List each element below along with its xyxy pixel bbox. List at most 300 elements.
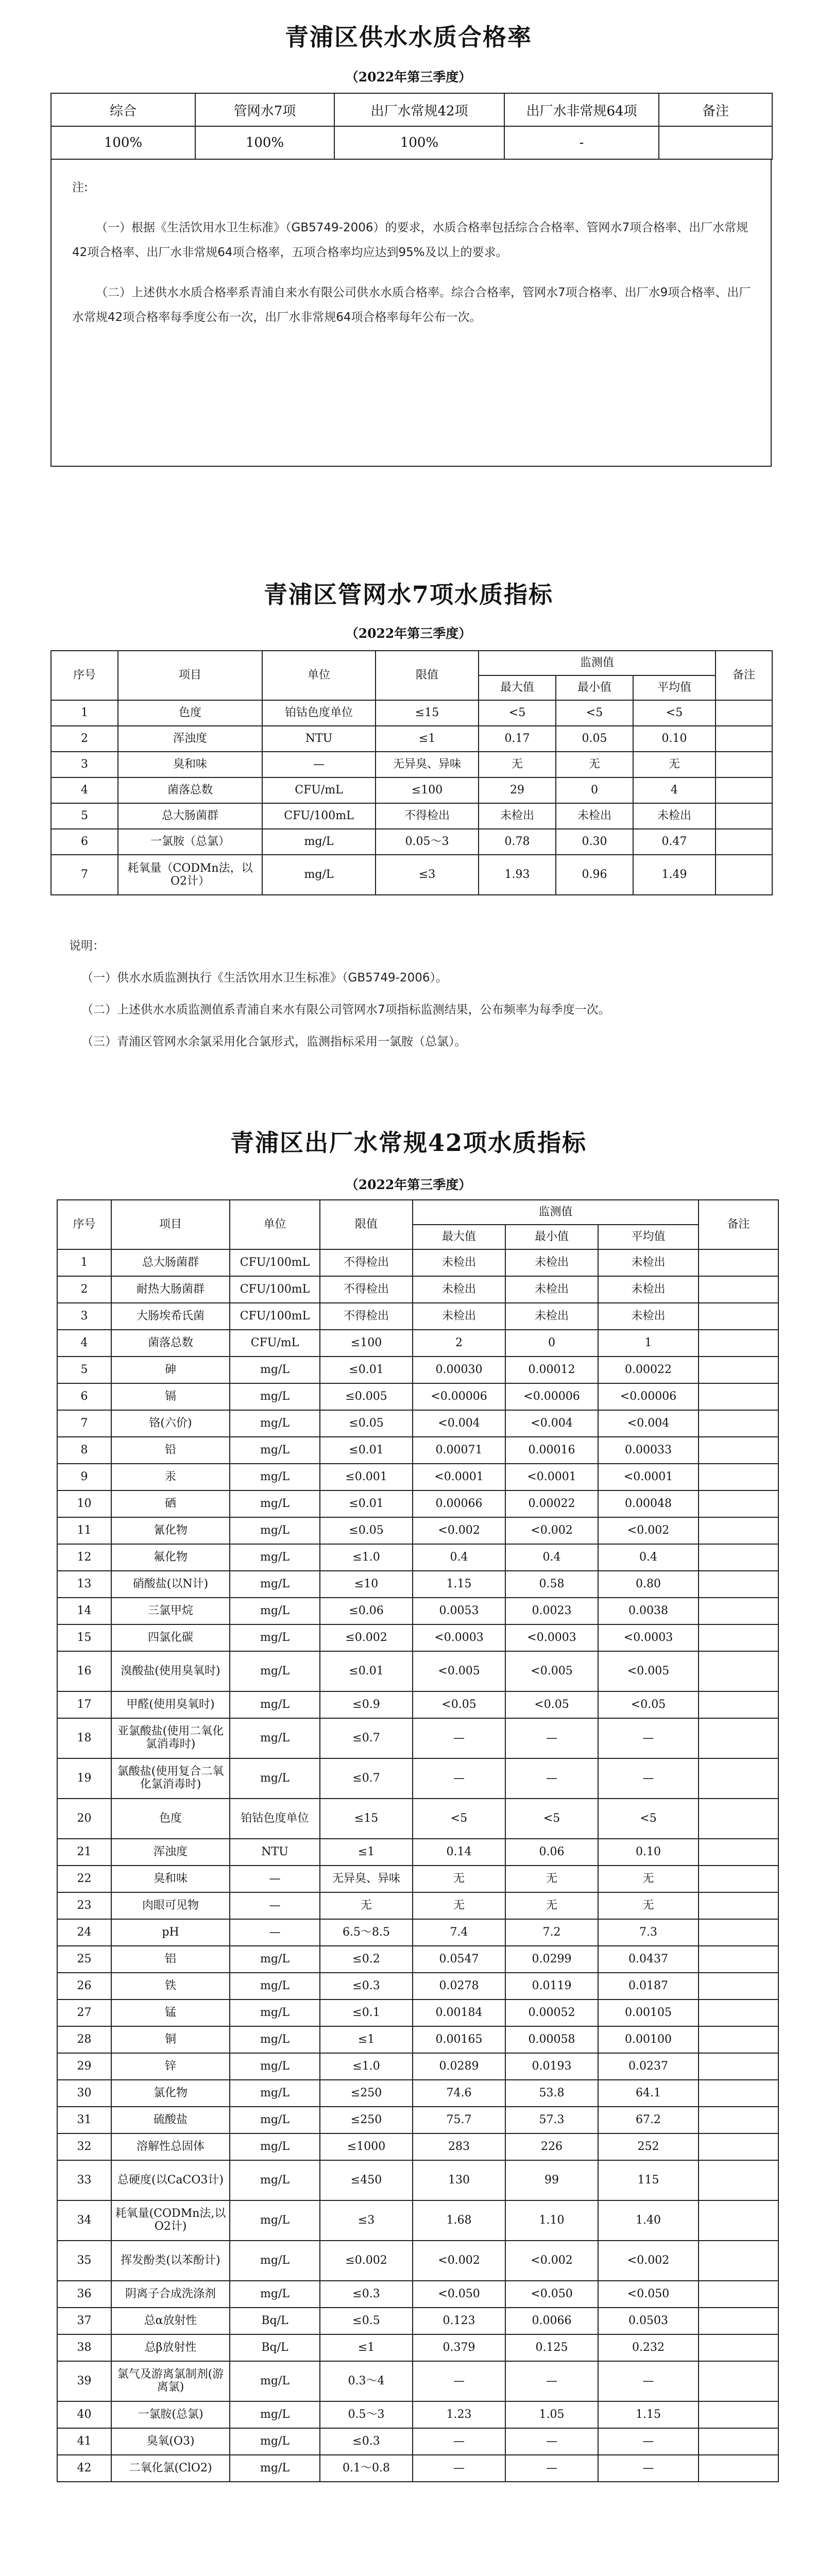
cell-limit: ≤0.1 (320, 1999, 413, 2026)
cell-avg: <0.002 (598, 2241, 699, 2281)
cell-remark (716, 752, 772, 777)
cell-limit: ≤450 (320, 2160, 413, 2200)
table-row (57, 1624, 778, 1651)
cell-avg: 1.40 (598, 2200, 699, 2241)
s2-note-1: （一）供水水质监测执行《生活饮用水卫生标准》（GB5749-2006）。 (81, 971, 448, 985)
cell-item: 溴酸盐(使用臭氧时) (111, 1651, 230, 1691)
cell-min: 0.00058 (505, 2026, 598, 2053)
cell-max: 0.14 (413, 1839, 505, 1866)
table-row (57, 1946, 778, 1973)
cell-max: 1.15 (413, 1571, 505, 1598)
cell-max: <0.002 (413, 1517, 505, 1544)
cell-avg: 67.2 (598, 2107, 699, 2133)
cell-max: — (413, 1718, 505, 1758)
table-row (57, 1866, 778, 1892)
cell-seq: 31 (57, 2107, 111, 2133)
s1-value-cell: 100% (334, 126, 504, 159)
cell-seq: 10 (57, 1490, 111, 1517)
cell-seq: 17 (57, 1691, 111, 1718)
cell-unit: 铂钴色度单位 (262, 700, 376, 726)
cell-limit: ≤0.05 (320, 1410, 413, 1437)
s3-header-min: 最小值 (505, 1225, 598, 1249)
cell-seq: 19 (57, 1758, 111, 1799)
cell-limit: ≤1000 (320, 2133, 413, 2160)
cell-min: 0.0066 (505, 2308, 598, 2334)
s3-header-avg: 平均值 (598, 1225, 699, 1249)
cell-limit: ≤0.3 (320, 2281, 413, 2308)
cell-min: 0.0023 (505, 1598, 598, 1624)
table-row (51, 700, 772, 726)
cell-item: 浑浊度 (118, 726, 262, 752)
cell-item: 菌落总数 (111, 1330, 230, 1357)
cell-item: 氟化物 (111, 1544, 230, 1571)
cell-limit: ≤0.5 (320, 2308, 413, 2334)
cell-item: 肉眼可见物 (111, 1892, 230, 1919)
cell-limit: 不得检出 (376, 803, 479, 829)
cell-min: 0 (505, 1330, 598, 1357)
cell-min: — (505, 2361, 598, 2401)
table-row (57, 2361, 778, 2401)
s3-header-monitor: 监测值 (413, 1200, 699, 1225)
s3-header-unit: 单位 (230, 1200, 320, 1249)
cell-remark (716, 777, 772, 803)
cell-seq: 38 (57, 2334, 111, 2361)
cell-seq: 9 (57, 1464, 111, 1490)
cell-unit: CFU/100mL (230, 1249, 320, 1276)
cell-limit: 不得检出 (320, 1249, 413, 1276)
cell-unit: Bq/L (230, 2334, 320, 2361)
cell-unit: mg/L (230, 1490, 320, 1517)
s3-table (57, 1199, 779, 2482)
cell-unit: NTU (262, 726, 376, 752)
cell-unit: mg/L (230, 1437, 320, 1464)
cell-max: 0.00184 (413, 1999, 505, 2026)
cell-limit: ≤100 (320, 1330, 413, 1357)
cell-item: 菌落总数 (118, 777, 262, 803)
cell-avg: 0.00022 (598, 1357, 699, 1383)
table-row (57, 1758, 778, 1799)
cell-remark (699, 1303, 778, 1330)
cell-max: <0.004 (413, 1410, 505, 1437)
cell-min: 0.00052 (505, 1999, 598, 2026)
s2-header-limit: 限值 (376, 651, 479, 700)
cell-seq: 16 (57, 1651, 111, 1691)
s1-value-cell: 100% (51, 126, 195, 159)
cell-item: 一氯胺（总氯） (118, 829, 262, 855)
cell-max: 74.6 (413, 2080, 505, 2107)
table-row (57, 2160, 778, 2200)
cell-min: 53.8 (505, 2080, 598, 2107)
cell-avg: 0.00105 (598, 1999, 699, 2026)
cell-unit: CFU/mL (230, 1330, 320, 1357)
table-row (57, 1571, 778, 1598)
cell-seq: 3 (51, 752, 118, 777)
table-row (57, 1383, 778, 1410)
s1-value-cell: - (504, 126, 659, 159)
cell-remark (699, 1517, 778, 1544)
s1-header-cell: 综合 (51, 93, 195, 126)
cell-min: 0.0119 (505, 1973, 598, 1999)
s1-note-1: （一）根据《生活饮用水卫生标准》（GB5749-2006）的要求，水质合格率包括综合合格率、管网水7项合格率、出厂水常规42项合格率、出厂水非常规64项合格率，五项合格率均应达到95%及以上的要求。 (72, 221, 748, 259)
cell-seq: 3 (57, 1303, 111, 1330)
cell-remark (716, 726, 772, 752)
table-row (57, 1919, 778, 1946)
cell-item: 总大肠菌群 (111, 1249, 230, 1276)
cell-avg: 0.4 (598, 1544, 699, 1571)
cell-seq: 4 (57, 1330, 111, 1357)
cell-remark (699, 1249, 778, 1276)
cell-avg: 0.00100 (598, 2026, 699, 2053)
cell-unit: mg/L (230, 1691, 320, 1718)
cell-max: 7.4 (413, 1919, 505, 1946)
cell-seq: 6 (57, 1383, 111, 1410)
cell-limit: ≤1 (320, 2026, 413, 2053)
table-row (57, 1799, 778, 1839)
cell-min: 0.0299 (505, 1946, 598, 1973)
table-row (57, 1892, 778, 1919)
cell-avg: 未检出 (598, 1276, 699, 1303)
cell-avg: 0.00048 (598, 1490, 699, 1517)
cell-min: — (505, 2455, 598, 2482)
cell-min: — (505, 2428, 598, 2455)
cell-remark (699, 1276, 778, 1303)
cell-seq: 36 (57, 2281, 111, 2308)
cell-remark (699, 2160, 778, 2200)
cell-avg: — (598, 1758, 699, 1799)
cell-min: <0.002 (505, 2241, 598, 2281)
cell-unit: 铂钴色度单位 (230, 1799, 320, 1839)
cell-remark (699, 2107, 778, 2133)
cell-remark (699, 1410, 778, 1437)
cell-remark (699, 1464, 778, 1490)
cell-max: 未检出 (413, 1303, 505, 1330)
cell-remark (699, 1892, 778, 1919)
cell-max: 0.0547 (413, 1946, 505, 1973)
cell-max: 130 (413, 2160, 505, 2200)
cell-item: 总硬度(以CaCO3计) (111, 2160, 230, 2200)
cell-item: 亚氯酸盐(使用二氧化氯消毒时) (111, 1718, 230, 1758)
cell-item: 耗氧量(CODMn法,以O2计) (111, 2200, 230, 2241)
s2-header-min: 最小值 (556, 675, 633, 700)
cell-limit: ≤15 (376, 700, 479, 726)
cell-remark (699, 1437, 778, 1464)
cell-remark (699, 1946, 778, 1973)
cell-limit: ≤0.01 (320, 1490, 413, 1517)
table-row (57, 1464, 778, 1490)
s1-value-cell: 100% (195, 126, 334, 159)
cell-remark (699, 2281, 778, 2308)
cell-unit: mg/L (262, 829, 376, 855)
s3-header-limit: 限值 (320, 1200, 413, 1249)
cell-unit: mg/L (230, 1973, 320, 1999)
cell-limit: ≤100 (376, 777, 479, 803)
cell-avg: 0.00033 (598, 1437, 699, 1464)
cell-min: 0.4 (505, 1544, 598, 1571)
cell-item: 甲醛(使用臭氧时) (111, 1691, 230, 1718)
cell-seq: 22 (57, 1866, 111, 1892)
cell-avg: 0.0187 (598, 1973, 699, 1999)
cell-avg: 无 (633, 752, 716, 777)
cell-limit: 不得检出 (320, 1276, 413, 1303)
cell-limit: ≤0.002 (320, 2241, 413, 2281)
cell-item: 汞 (111, 1464, 230, 1490)
cell-limit: ≤0.7 (320, 1718, 413, 1758)
cell-seq: 37 (57, 2308, 111, 2334)
cell-avg: 252 (598, 2133, 699, 2160)
cell-seq: 40 (57, 2401, 111, 2428)
cell-unit: — (230, 1866, 320, 1892)
cell-unit: CFU/100mL (262, 803, 376, 829)
cell-item: 总α放射性 (111, 2308, 230, 2334)
s2-header-item: 项目 (118, 651, 262, 700)
s2-header-remark: 备注 (716, 651, 772, 700)
cell-seq: 8 (57, 1437, 111, 1464)
table-row (57, 2308, 778, 2334)
cell-limit: ≤0.01 (320, 1437, 413, 1464)
cell-max: 0.0289 (413, 2053, 505, 2080)
cell-limit: ≤15 (320, 1799, 413, 1839)
s2-note-label: 说明： (69, 939, 105, 953)
cell-avg: 无 (598, 1866, 699, 1892)
cell-unit: CFU/100mL (230, 1303, 320, 1330)
cell-unit: CFU/100mL (230, 1276, 320, 1303)
cell-unit: Bq/L (230, 2308, 320, 2334)
cell-unit: NTU (230, 1839, 320, 1866)
cell-item: 镉 (111, 1383, 230, 1410)
cell-seq: 30 (57, 2080, 111, 2107)
cell-max: 0.00066 (413, 1490, 505, 1517)
s2-table (50, 650, 773, 895)
cell-max: 0.17 (479, 726, 556, 752)
cell-item: 铁 (111, 1973, 230, 1999)
s1-header-cell: 出厂水非常规64项 (504, 93, 659, 126)
cell-unit: mg/L (230, 1357, 320, 1383)
cell-max: <0.05 (413, 1691, 505, 1718)
cell-avg: <5 (598, 1799, 699, 1839)
cell-item: 锰 (111, 1999, 230, 2026)
cell-avg: 1 (598, 1330, 699, 1357)
cell-max: 2 (413, 1330, 505, 1357)
cell-max: 无 (479, 752, 556, 777)
cell-item: 砷 (111, 1357, 230, 1383)
s1-value-row (51, 126, 772, 159)
cell-limit: 6.5～8.5 (320, 1919, 413, 1946)
cell-limit: ≤1.0 (320, 1544, 413, 1571)
cell-seq: 14 (57, 1598, 111, 1624)
cell-avg: <0.0001 (598, 1464, 699, 1490)
cell-remark (699, 2455, 778, 2482)
cell-seq: 7 (57, 1410, 111, 1437)
cell-limit: ≤0.7 (320, 1758, 413, 1799)
s3-title: 青浦区出厂水常规42项水质指标 (230, 1129, 587, 1157)
table-row (57, 2241, 778, 2281)
cell-seq: 13 (57, 1571, 111, 1598)
cell-min: <0.00006 (505, 1383, 598, 1410)
s2-header-monitor: 监测值 (479, 651, 716, 675)
table-row (57, 1303, 778, 1330)
cell-item: 锌 (111, 2053, 230, 2080)
table-row (57, 2053, 778, 2080)
s2-title: 青浦区管网水7项水质指标 (263, 581, 553, 608)
cell-limit: ≤0.9 (320, 1691, 413, 1718)
cell-remark (716, 803, 772, 829)
cell-min: 0.96 (556, 855, 633, 895)
table-row (57, 1330, 778, 1357)
s2-note-2: （二）上述供水水质监测值系青浦自来水有限公司管网水7项指标监测结果，公布频率为每季度一次。 (81, 1003, 610, 1016)
table-row (57, 2133, 778, 2160)
s2-header-max: 最大值 (479, 675, 556, 700)
cell-remark (699, 1330, 778, 1357)
cell-min: 1.05 (505, 2401, 598, 2428)
cell-max: 0.00071 (413, 1437, 505, 1464)
cell-unit: mg/L (230, 1517, 320, 1544)
cell-seq: 41 (57, 2428, 111, 2455)
s3-table-body (57, 1249, 778, 2482)
cell-item: 铜 (111, 2026, 230, 2053)
cell-max: 0.0053 (413, 1598, 505, 1624)
s3-header-max: 最大值 (413, 1225, 505, 1249)
cell-min: 未检出 (505, 1276, 598, 1303)
s1-table (50, 93, 773, 160)
cell-unit: mg/L (230, 2200, 320, 2241)
cell-unit: mg/L (230, 1383, 320, 1410)
cell-min: — (505, 1718, 598, 1758)
cell-max: 75.7 (413, 2107, 505, 2133)
cell-remark (699, 2026, 778, 2053)
cell-unit: mg/L (230, 2428, 320, 2455)
s1-note-2: （二）上述供水水质合格率系青浦自来水有限公司供水水质合格率。综合合格率，管网水7项合格率、出厂水9项合格率、出厂水常规42项合格率每季度公布一次，出厂水非常规64项合格率每年公布一次。 (72, 286, 751, 324)
cell-max: <0.002 (413, 2241, 505, 2281)
cell-seq: 21 (57, 1839, 111, 1866)
cell-remark (699, 2133, 778, 2160)
cell-seq: 12 (57, 1544, 111, 1571)
cell-seq: 33 (57, 2160, 111, 2200)
cell-remark (699, 1799, 778, 1839)
cell-remark (699, 1544, 778, 1571)
cell-min: 0.00016 (505, 1437, 598, 1464)
cell-limit: ≤0.002 (320, 1624, 413, 1651)
cell-limit: 0.5～3 (320, 2401, 413, 2428)
cell-avg: — (598, 1718, 699, 1758)
s3-header-item: 项目 (111, 1200, 230, 1249)
cell-limit: ≤250 (320, 2080, 413, 2107)
cell-max: 0.0278 (413, 1973, 505, 1999)
cell-avg: <0.0003 (598, 1624, 699, 1651)
cell-seq: 18 (57, 1718, 111, 1758)
cell-limit: ≤0.05 (320, 1517, 413, 1544)
table-row (57, 2026, 778, 2053)
cell-unit: mg/L (230, 1999, 320, 2026)
s1-title: 青浦区供水水质合格率 (285, 23, 532, 51)
cell-limit: 0.1～0.8 (320, 2455, 413, 2482)
cell-unit: mg/L (230, 2160, 320, 2200)
cell-remark (699, 1571, 778, 1598)
cell-remark (699, 2080, 778, 2107)
cell-max: 未检出 (413, 1276, 505, 1303)
cell-seq: 32 (57, 2133, 111, 2160)
cell-avg: 未检出 (633, 803, 716, 829)
cell-avg: 0.0237 (598, 2053, 699, 2080)
cell-min: 0.125 (505, 2334, 598, 2361)
cell-min: 1.10 (505, 2200, 598, 2241)
s1-header-cell: 管网水7项 (195, 93, 334, 126)
cell-min: <0.005 (505, 1651, 598, 1691)
table-row (57, 2455, 778, 2482)
cell-max: 29 (479, 777, 556, 803)
cell-max: <5 (413, 1799, 505, 1839)
cell-remark (716, 829, 772, 855)
cell-item: 一氯胺(总氯) (111, 2401, 230, 2428)
table-row (57, 2107, 778, 2133)
table-row (57, 1249, 778, 1276)
cell-limit: 无 (320, 1892, 413, 1919)
cell-item: 大肠埃希氏菌 (111, 1303, 230, 1330)
cell-limit: 不得检出 (320, 1303, 413, 1330)
cell-avg: — (598, 2455, 699, 2482)
cell-avg: <0.05 (598, 1691, 699, 1718)
cell-seq: 39 (57, 2361, 111, 2401)
cell-min: <0.05 (505, 1691, 598, 1718)
cell-avg: <0.005 (598, 1651, 699, 1691)
table-row (51, 855, 772, 895)
cell-min: 7.2 (505, 1919, 598, 1946)
cell-min: 无 (505, 1892, 598, 1919)
table-row (57, 1410, 778, 1437)
cell-item: 铅 (111, 1437, 230, 1464)
cell-unit: mg/L (230, 2241, 320, 2281)
cell-limit: 无异臭、异味 (376, 752, 479, 777)
cell-limit: ≤0.01 (320, 1651, 413, 1691)
cell-remark (699, 1839, 778, 1866)
cell-max: 未检出 (479, 803, 556, 829)
cell-remark (699, 2401, 778, 2428)
cell-limit: ≤1 (320, 2334, 413, 2361)
table-row (57, 1598, 778, 1624)
cell-item: 耐热大肠菌群 (111, 1276, 230, 1303)
table-row (57, 2334, 778, 2361)
s2-notes (50, 934, 782, 1054)
cell-min: 0.05 (556, 726, 633, 752)
cell-item: 氯酸盐(使用复合二氧化氯消毒时) (111, 1758, 230, 1799)
table-row (51, 726, 772, 752)
table-row (57, 1973, 778, 1999)
cell-avg: 0.0437 (598, 1946, 699, 1973)
cell-remark (699, 1490, 778, 1517)
cell-seq: 29 (57, 2053, 111, 2080)
cell-limit: 0.3～4 (320, 2361, 413, 2401)
cell-limit: ≤0.01 (320, 1357, 413, 1383)
cell-limit: ≤0.005 (320, 1383, 413, 1410)
cell-max: <0.0003 (413, 1624, 505, 1651)
cell-max: 283 (413, 2133, 505, 2160)
cell-min: <0.0003 (505, 1624, 598, 1651)
cell-limit: ≤10 (320, 1571, 413, 1598)
cell-seq: 2 (57, 1276, 111, 1303)
cell-limit: ≤0.06 (320, 1598, 413, 1624)
cell-limit: ≤1 (376, 726, 479, 752)
cell-unit: mg/L (230, 1464, 320, 1490)
cell-unit: mg/L (230, 1651, 320, 1691)
cell-min: 未检出 (505, 1303, 598, 1330)
cell-max: <0.005 (413, 1651, 505, 1691)
s2-note-3: （三）青浦区管网水余氯采用化合氯形式，监测指标采用一氯胺（总氯）。 (81, 1035, 467, 1048)
cell-seq: 4 (51, 777, 118, 803)
cell-limit: ≤3 (320, 2200, 413, 2241)
s2-header-unit: 单位 (262, 651, 376, 700)
cell-avg: 无 (598, 1892, 699, 1919)
cell-avg: 0.10 (633, 726, 716, 752)
cell-item: 总大肠菌群 (118, 803, 262, 829)
